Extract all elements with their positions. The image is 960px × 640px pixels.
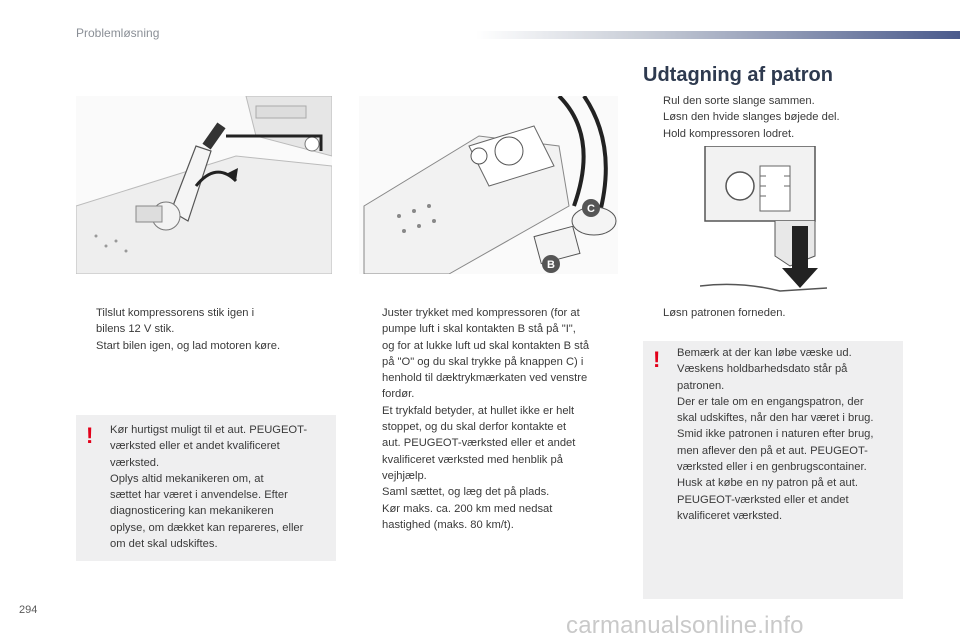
note-line: Bemærk at der kan løbe væske ud.: [677, 347, 852, 359]
pressure-steps: [362, 305, 624, 533]
list-item: Juster trykket med kompressoren (for at pumpe luft i skal kontakten B stå på "I", og for at lukke luft ud skal kontakten B stå på "O" og du skal trykke på knappen C) i henhold til dæktrykmærkaten ved venstre fordør. Et trykfald betyder, at hullet ikke er helt stoppet, og du skal derfor kontakte et aut. PEUGEOT-værksted eller et andet kvalificeret værksted med henblik på vejhjælp.: [382, 307, 590, 482]
section-title: Problemløsning: [76, 26, 160, 40]
note-line: værksted eller i en genbrugscontainer.: [677, 461, 867, 474]
list-item: Løsn den hvide slanges bøjede del.: [663, 111, 840, 124]
note-line: patronen.: [677, 379, 725, 392]
cartridge-drawing: [700, 146, 827, 296]
note-line: værksted.: [110, 456, 160, 469]
workshop-warning-note: [76, 415, 336, 561]
cartridge-warning-note: [643, 341, 903, 599]
warning-icon: !: [86, 423, 94, 448]
note-line: om det skal udskiftes.: [110, 538, 218, 551]
list-item: Start bilen igen, og lad motoren køre.: [96, 339, 281, 352]
note-line: Der er tale om en engangspatron, der: [677, 395, 864, 408]
note-line: PEUGEOT-værksted eller et andet: [677, 493, 849, 506]
page-number: 294: [19, 604, 38, 616]
compressor-drawing: [359, 96, 618, 274]
removal-steps: [643, 93, 903, 142]
note-line: Husk at købe en ny patron på et aut.: [677, 477, 858, 490]
list-item: Løsn patronen forneden.: [663, 307, 786, 319]
list-item: Kør maks. ca. 200 km med nedsat hastighed (maks. 80 km/t).: [382, 502, 553, 531]
plug-drawing: [76, 96, 332, 274]
list-item: Tilslut kompressorens stik igen i bilens 12 V stik.: [96, 307, 255, 336]
header-gradient-bar: [476, 31, 960, 39]
note-line: Smid ikke patronen i naturen efter brug,: [677, 428, 874, 441]
watermark: carmanualsonline.info: [566, 612, 804, 639]
label-b: B: [547, 259, 555, 271]
note-line: diagnosticering kan mekanikeren: [110, 505, 274, 518]
note-line: Kør hurtigst muligt til et aut. PEUGEOT-: [110, 424, 308, 436]
note-line: men aflever den på et aut. PEUGEOT-: [677, 444, 868, 457]
note-line: sættet har været i anvendelse. Efter: [110, 489, 288, 502]
note-line: oplyse, om dækket kan repareres, eller: [110, 521, 304, 534]
step-release-cartridge: [643, 305, 903, 321]
note-line: værksted eller et andet kvalificeret: [110, 440, 280, 453]
note-line: kvalificeret værksted.: [677, 509, 783, 522]
label-c: C: [587, 203, 595, 215]
list-item: Rul den sorte slange sammen.: [663, 95, 815, 107]
illustration-plug: [76, 96, 332, 274]
illustration-compressor: [359, 96, 618, 274]
note-line: skal udskiftes, når den har været i brug.: [677, 412, 874, 425]
note-line: Oplys altid mekanikeren om, at: [110, 472, 264, 485]
section-heading: Udtagning af patron: [643, 64, 833, 86]
illustration-cartridge: [700, 146, 827, 296]
note-line: Væskens holdbarhedsdato står på: [677, 363, 848, 376]
warning-icon: !: [653, 347, 661, 372]
reconnect-steps: [76, 305, 336, 354]
list-item: Hold kompressoren lodret.: [663, 127, 795, 140]
list-item: Saml sættet, og læg det på plads.: [382, 486, 550, 499]
